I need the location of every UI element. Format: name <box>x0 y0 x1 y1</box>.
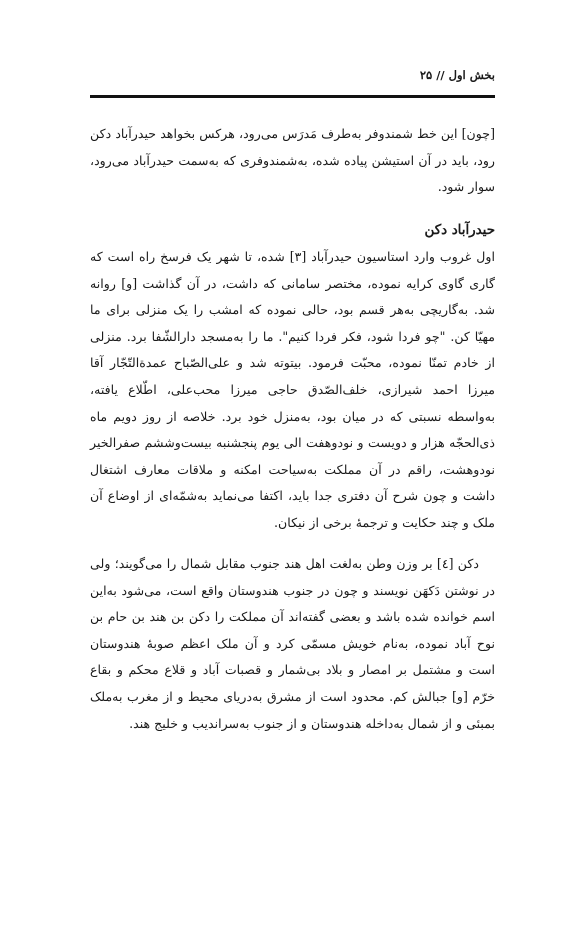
section-heading: حیدرآباد دکن <box>424 222 495 238</box>
paragraph-2: اول غروب وارد استاسیون حیدرآباد [۳] شده، تا شهر یک فرسخ راه است که گاری گاوی کرایه نموده، مختصر سامانی که داشت، در آن گذاشت [و] روانه شد. به‌گاریچی به‌هر قسم بود، حالی نموده که امشب را یک منزلی برای ما مهیّا کن. "چو فردا شود، فکر فردا کنیم". ما را به‌مسجد دارالشّفا برد. منزلی از خادم تمنّا نموده، محبّت فرمود. بیتوته شد و علی‌الصّباح عمدةالتّجّار آقا میرزا احمد شیرازی، خلف‌الصّدق حاجی میرزا محب‌علی، اطّلاع یافته، به‌واسطه نسبتی که در میان بود، به‌منزل خود برد. خلاصه از روز دویم ماه ذی‌الحجّه هزار و دویست و نودوهفت الی یوم پنجشنبه بیست‌وششم صفرالخیر نودوهشت، راقم در آن مملکت به‌سیاحت امکنه و ملاقات معارف اشتغال داشت و چون شرح آن دفتری جدا باید، اکتفا می‌نماید به‌شمّه‌ای از اوضاع آن ملک و چند حکایت و ترجمهٔ برخی از نیکان. <box>90 249 495 530</box>
running-head: بخش اول // ۲۵ <box>419 68 495 82</box>
paragraph-3: دکن [٤] بر وزن وطن به‌لغت اهل هند جنوب مقابل شمال را می‌گویند؛ ولی در نوشتن دَکهَن نویسند و چون در جنوب هندوستان واقع است، می‌شود به‌این اسم خوانده شده باشد و بعضی گفته‌اند آن مملکت را دکن بن هند بن حام بن نوح آباد نموده، به‌نام خویش مسمّی کرد و آن ملک اعظم صوبهٔ هندوستان است و مشتمل بر امصار و بلاد بی‌شمار و قصبات آباد و قلاع محکم و بقاع خرّم [و] جبالش کم. محدود است از مشرق به‌دریای محیط و از مغرب به‌ملک بمبئی و از شمال به‌داخله هندوستان و از جنوب به‌سراندیب و خلیج هند. <box>90 556 495 731</box>
header-rule <box>90 95 495 98</box>
paragraph-1: [چون] این خط شمندوفر به‌طرف مَدرَس می‌رود، هرکس بخواهد حیدرآباد دکن رود، باید در آن استیشن پیاده شده، به‌شمندوفری که به‌سمت حیدرآباد می‌رود، سوار شود. <box>90 126 495 195</box>
